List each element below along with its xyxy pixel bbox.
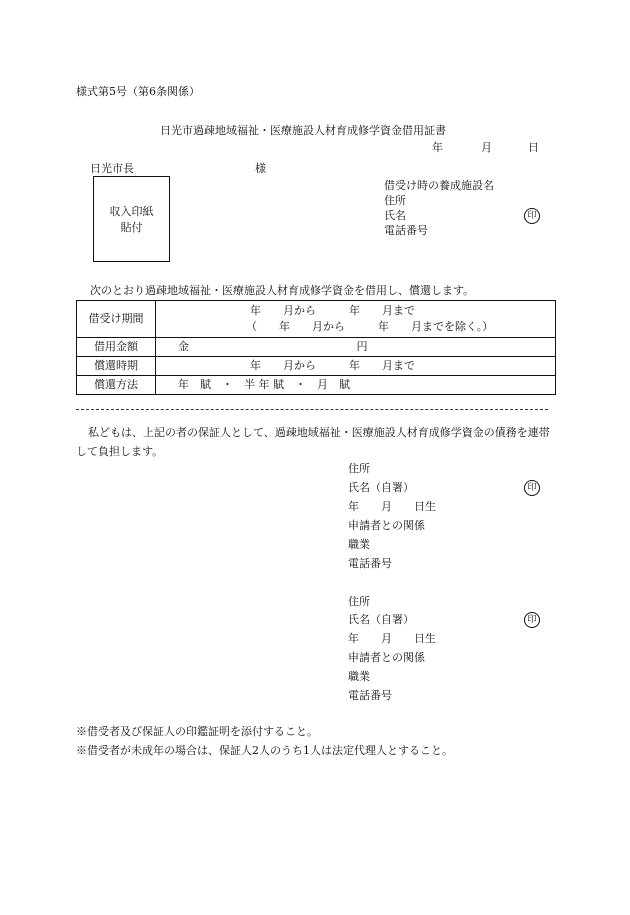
date-day: 日 — [528, 141, 539, 154]
guarantor1-job-label: 職業 — [348, 538, 370, 551]
amount-prefix: 金 — [178, 340, 189, 353]
date-month: 月 — [481, 141, 492, 154]
period-label: 借受け期間 — [77, 301, 156, 338]
guarantor2-phone-label: 電話番号 — [348, 689, 392, 702]
honorific: 様 — [255, 162, 266, 175]
repay-method-value: 年 賦 ・ 半 年 賦 ・ 月 賦 — [156, 376, 556, 395]
borrower-seal: 印 — [524, 208, 540, 224]
table-row — [77, 357, 556, 376]
borrower-address-label: 住所 — [384, 194, 406, 207]
borrower-name-label: 氏名 — [384, 209, 406, 222]
guarantor2-birth-label: 年 月 日生 — [348, 632, 436, 645]
borrower-facility-label: 借受け時の養成施設名 — [384, 179, 494, 192]
period-value — [156, 301, 556, 338]
period-line2: （ 年 月から 年 月までを除く。） — [246, 320, 494, 333]
loan-intro: 次のとおり過疎地域福祉・医療施設人材育成修学資金を借用し、償還します。 — [90, 284, 475, 297]
cut-line-divider — [76, 409, 548, 410]
guarantor2-seal: 印 — [524, 612, 540, 628]
revenue-stamp-box — [93, 176, 170, 262]
borrower-phone-label: 電話番号 — [384, 224, 428, 237]
table-row — [77, 301, 556, 338]
guarantor2-relation-label: 申請者との関係 — [348, 651, 425, 664]
note-seal-certificate: ※借受者及び保証人の印鑑証明を添付すること。 — [76, 725, 318, 738]
amount-value — [156, 338, 556, 357]
amount-unit: 円 — [356, 340, 368, 353]
stamp-box-line1: 収入印紙 — [109, 205, 154, 218]
stamp-box-line2: 貼付 — [120, 221, 143, 234]
document-title: 日光市過疎地域福祉・医療施設人材育成修学資金借用証書 — [160, 124, 446, 137]
addressee: 日光市長 — [90, 162, 134, 175]
guarantor1-phone-label: 電話番号 — [348, 557, 392, 570]
guarantor1-seal: 印 — [524, 480, 540, 496]
guarantor1-birth-label: 年 月 日生 — [348, 500, 436, 513]
guarantor2-name-label: 氏名（自署） — [348, 613, 414, 626]
table-row — [77, 376, 556, 395]
amount-label: 借用金額 — [77, 338, 156, 357]
guarantor1-address-label: 住所 — [348, 462, 370, 475]
table-row — [77, 338, 556, 357]
guarantor1-name-label: 氏名（自署） — [348, 481, 414, 494]
guarantor2-address-label: 住所 — [348, 595, 370, 608]
period-line1: 年 月から 年 月まで — [250, 304, 415, 317]
guarantor2-job-label: 職業 — [348, 670, 370, 683]
loan-terms-table — [76, 300, 556, 395]
guarantor1-relation-label: 申請者との関係 — [348, 519, 425, 532]
repay-method-label: 償還方法 — [77, 376, 156, 395]
note-minor-guardian: ※借受者が未成年の場合は、保証人2人のうち1人は法定代理人とすること。 — [76, 744, 453, 757]
repay-time-label: 償還時期 — [77, 357, 156, 376]
form-number: 様式第5号（第6条関係） — [76, 85, 200, 98]
guarantor-statement: 私どもは、上記の者の保証人として、過疎地域福祉・医療施設人材育成修学資金の債務を連帯して負担します。 — [76, 426, 550, 458]
repay-time-value: 年 月から 年 月まで — [156, 357, 556, 376]
date-year: 年 — [432, 141, 443, 154]
